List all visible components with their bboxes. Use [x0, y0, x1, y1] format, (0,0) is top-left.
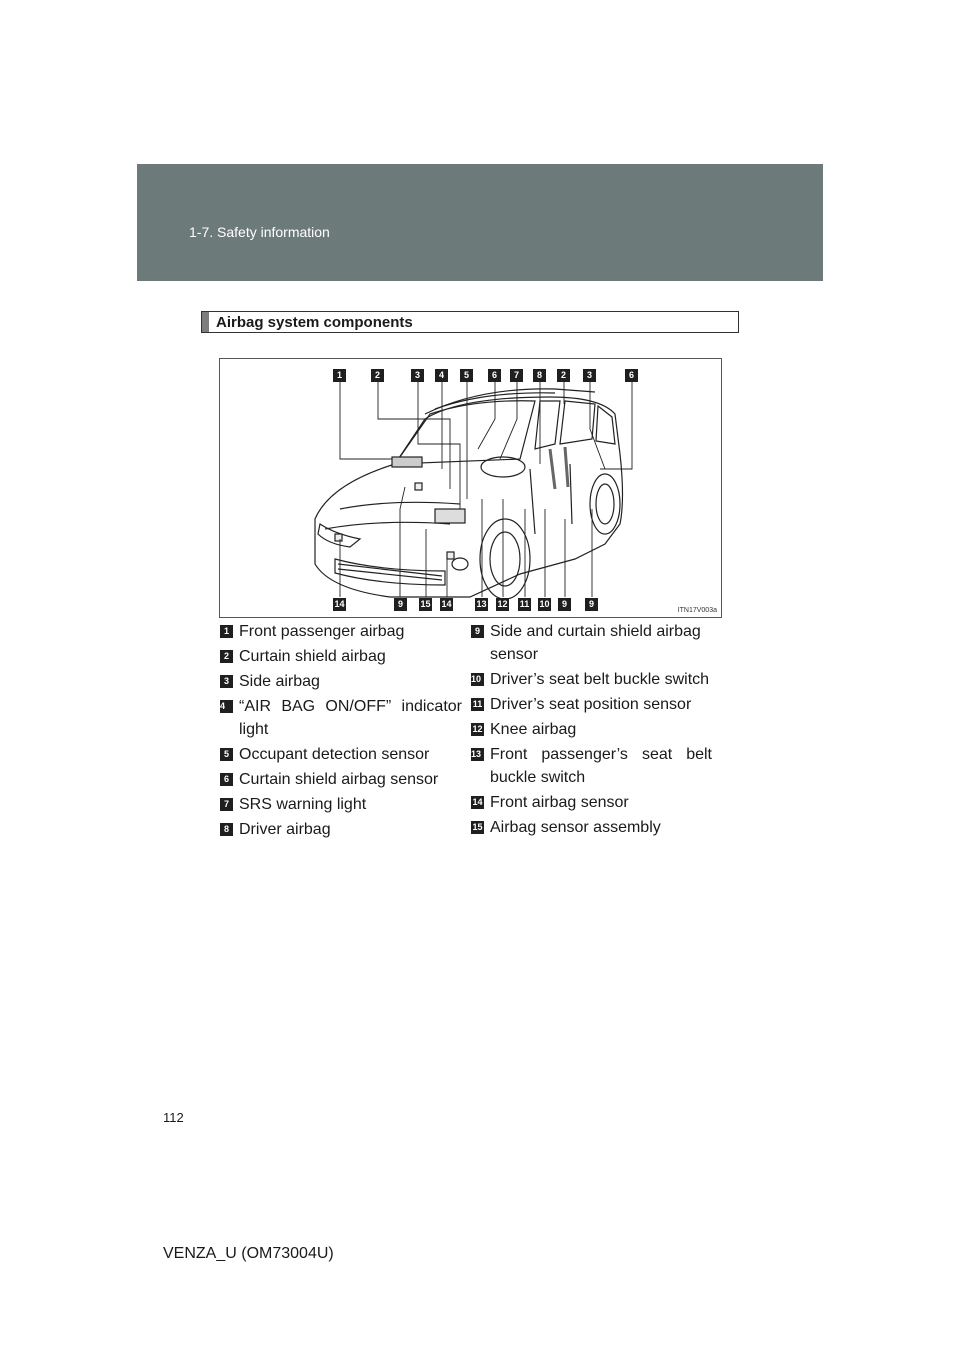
callout-bottom: 9 — [558, 598, 571, 611]
section-title: Airbag system components — [216, 313, 413, 331]
callout-bottom: 10 — [539, 599, 550, 609]
legend-item — [471, 791, 712, 814]
legend-text: Driver airbag — [239, 821, 331, 838]
legend-item — [471, 668, 712, 691]
legend-number: 15 — [472, 822, 483, 832]
callout-bottom: 11 — [519, 599, 530, 609]
legend-item — [471, 693, 712, 716]
callout-top: 4 — [435, 369, 448, 382]
legend-item — [220, 768, 462, 791]
legend-text: Curtain shield airbag sensor — [239, 771, 439, 788]
legend-number: 14 — [472, 797, 483, 807]
callout-bottom: 13 — [476, 599, 487, 609]
legend-number: 9 — [471, 625, 484, 638]
legend-text: “AIR BAG ON/OFF” indicator light — [239, 698, 462, 738]
legend-number: 1 — [220, 625, 233, 638]
callout-top: 1 — [333, 369, 346, 382]
title-accent — [202, 312, 209, 332]
legend-item — [220, 645, 462, 668]
legend-number: 11 — [472, 699, 483, 709]
legend-item — [220, 818, 462, 841]
callout-top: 6 — [488, 369, 501, 382]
header-band — [137, 164, 823, 281]
callout-top: 6 — [625, 369, 638, 382]
legend-item — [220, 743, 462, 766]
callout-top: 7 — [510, 369, 523, 382]
legend-text: Side and curtain shield airbag sensor — [490, 623, 701, 663]
callout-bottom: 15 — [420, 599, 431, 609]
legend-number: 4 — [220, 700, 233, 713]
legend-text: Front passenger’s seat belt buckle switch — [490, 746, 712, 786]
legend-number: 3 — [220, 675, 233, 688]
legend-text: Occupant detection sensor — [239, 746, 430, 763]
legend-item — [471, 620, 712, 666]
legend-number: 10 — [471, 673, 484, 686]
callout-bottom: 9 — [394, 598, 407, 611]
legend-text: Driver’s seat belt buckle switch — [490, 671, 710, 688]
legend-text: Front airbag sensor — [490, 794, 629, 811]
legend-item — [220, 670, 462, 693]
front-grille — [335, 559, 445, 585]
callout-top: 5 — [460, 369, 473, 382]
legend-text: SRS warning light — [239, 796, 367, 813]
callout-bottom: 14 — [334, 599, 345, 609]
legend-item — [471, 743, 712, 789]
legend-item — [220, 695, 462, 741]
legend-text: Front passenger airbag — [239, 623, 405, 640]
figure-code: ITN17V003a — [677, 607, 717, 614]
legend-item — [220, 793, 462, 816]
car-illustration — [220, 359, 722, 618]
front-wheel — [480, 519, 530, 599]
legend-number: 5 — [220, 748, 233, 761]
airbag-diagram — [219, 358, 722, 618]
legend-number: 2 — [220, 650, 233, 663]
legend-number: 12 — [472, 724, 483, 734]
legend-text: Curtain shield airbag — [239, 648, 386, 665]
legend-number: 13 — [471, 748, 484, 761]
page-number: 112 — [163, 1110, 184, 1125]
legend-left — [220, 620, 462, 843]
callout-bottom: 12 — [497, 599, 508, 609]
section-label: 1-7. Safety information — [189, 224, 330, 240]
legend-number: 7 — [220, 798, 233, 811]
legend-item — [471, 718, 712, 741]
callout-bottom: 14 — [441, 599, 452, 609]
footer-model-code: VENZA_U (OM73004U) — [163, 1245, 334, 1262]
legend-text: Side airbag — [239, 673, 320, 690]
section-title-bar — [201, 311, 739, 333]
callout-top: 2 — [371, 369, 384, 382]
legend-text: Knee airbag — [490, 721, 577, 738]
callout-top: 3 — [583, 369, 596, 382]
callout-top: 8 — [533, 369, 546, 382]
legend-text: Driver’s seat position sensor — [490, 696, 692, 713]
rear-wheel — [590, 474, 620, 534]
callout-top: 3 — [411, 369, 424, 382]
legend-item — [220, 620, 462, 643]
legend-number: 8 — [220, 823, 233, 836]
callout-top: 2 — [557, 369, 570, 382]
callout-bottom: 9 — [585, 598, 598, 611]
legend-text: Airbag sensor assembly — [490, 819, 661, 836]
legend-item — [471, 816, 712, 839]
legend-right — [471, 620, 712, 841]
legend-number: 6 — [220, 773, 233, 786]
